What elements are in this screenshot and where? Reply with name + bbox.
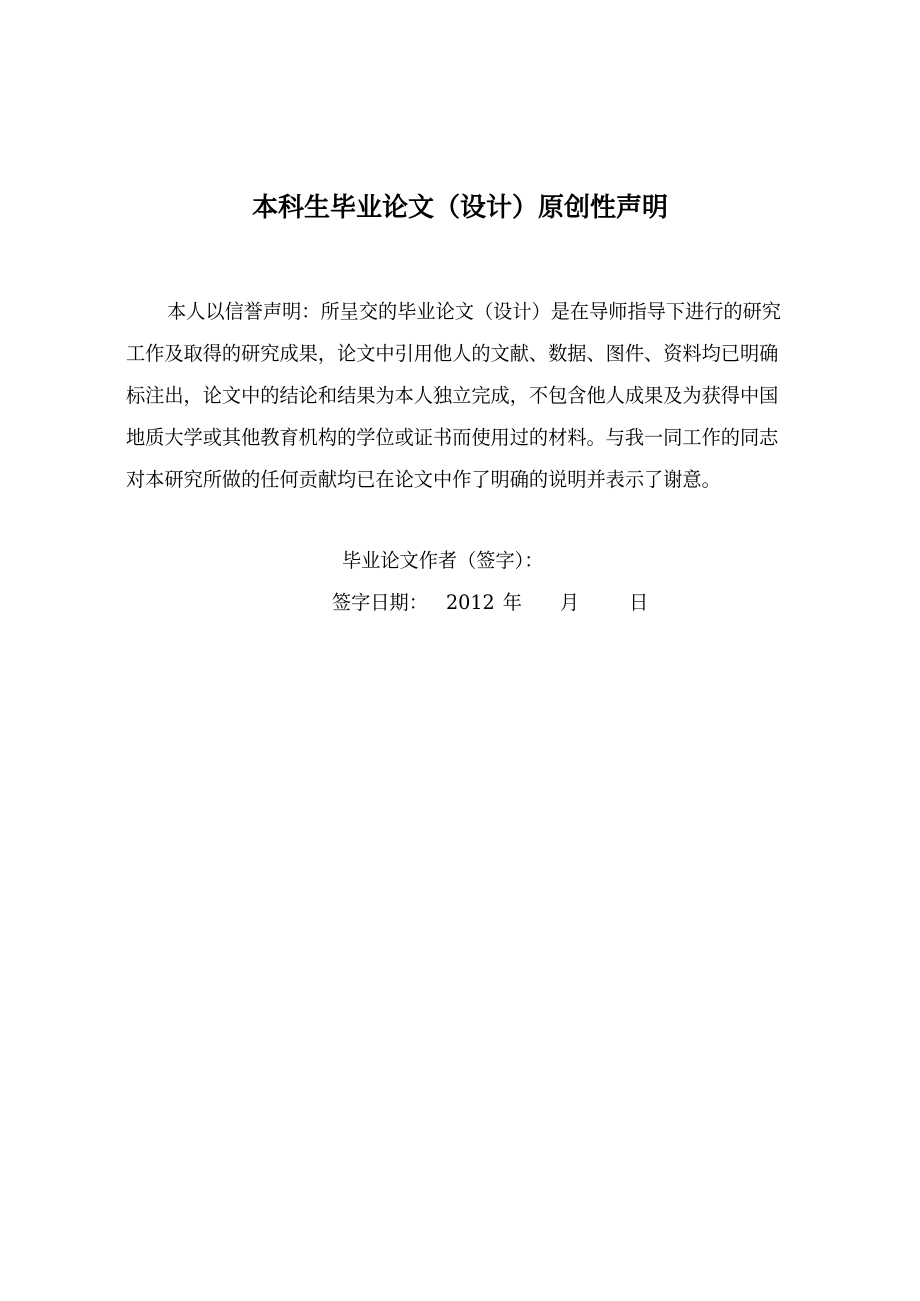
declaration-line-2: 工作及取得的研究成果，论文中引用他人的文献、数据、图件、资料均已明确 (126, 342, 779, 365)
day-unit: 日 (629, 591, 649, 614)
author-signature-label: 毕业论文作者（签字）： (342, 549, 544, 572)
declaration-line-1: 本人以信誉声明：所呈交的毕业论文（设计）是在导师指导下进行的研究 (167, 300, 781, 323)
declaration-line-3: 标注出，论文中的结论和结果为本人独立完成，不包含他人成果及为获得中国 (126, 384, 779, 407)
declaration-line-4: 地质大学或其他教育机构的学位或证书而使用过的材料。与我一同工作的同志 (126, 426, 779, 449)
year-value: 2012 (445, 591, 495, 614)
page-title: 本科生毕业论文（设计）原创性声明 (251, 193, 668, 223)
date-label: 签字日期： (332, 591, 428, 614)
month-unit: 月 (559, 591, 580, 614)
signature-date (332, 589, 648, 617)
year-unit: 年 (502, 591, 522, 614)
declaration-line-5: 对本研究所做的任何贡献均已在论文中作了明确的说明并表示了谢意。 (126, 468, 721, 491)
